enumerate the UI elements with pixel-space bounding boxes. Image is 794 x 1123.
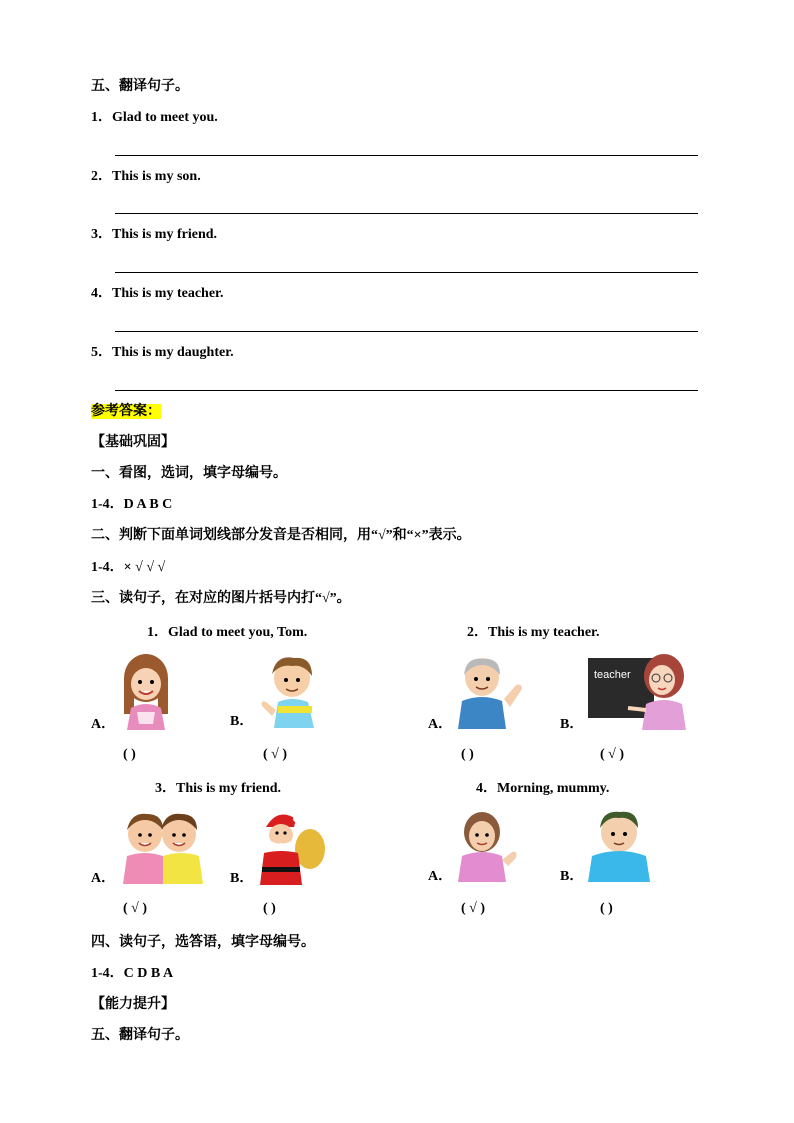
item3-caption: 3．This is my friend. [155,781,282,796]
two-boys-picture [119,808,207,884]
item3-b-label: B． [230,871,254,886]
item4-a-answer: ( √ ) [461,901,486,916]
girl-picture [117,652,175,730]
answer-line-3[interactable] [115,272,698,273]
item1-b-label: B． [230,714,254,729]
item4-a-label: A． [428,869,453,884]
item1-b-answer: ( √ ) [263,747,288,762]
board-text: teacher [594,669,631,681]
item2-b-answer: ( √ ) [600,747,625,762]
advanced-header: 【能力提升】 [91,997,175,1012]
item3-b-answer: ( ) [263,901,276,916]
item3-a-answer: ( √ ) [123,901,148,916]
section2-answer: 1-4．× √ √ √ [91,560,166,575]
section1-title: 一、看图，选词，填字母编号。 [91,466,287,481]
question-1: 1．Glad to meet you. [91,110,218,125]
question-3: 3．This is my friend. [91,227,218,242]
item4-b-answer: ( ) [600,901,613,916]
answer-line-2[interactable] [115,213,698,214]
item3-a-label: A． [91,871,116,886]
item4-b-label: B． [560,869,584,884]
santa-picture [256,805,326,885]
item2-caption: 2．This is my teacher. [467,625,600,640]
answer-line-4[interactable] [115,331,698,332]
section-title: 五、翻译句子。 [91,79,189,94]
answer-line-1[interactable] [115,155,698,156]
answers-title: 参考答案： [91,404,161,419]
section5-answer-title: 五、翻译句子。 [91,1028,189,1043]
question-2: 2．This is my son. [91,169,201,184]
teacher-picture [588,652,690,730]
item4-caption: 4．Morning, mummy. [476,781,610,796]
section4-answer: 1-4．C D B A [91,966,174,981]
boy-blue-picture [586,808,652,882]
item1-a-label: A． [91,717,116,732]
grandpa-picture [452,655,524,729]
section1-answer: 1-4．D A B C [91,497,173,512]
basic-header: 【基础巩固】 [91,435,175,450]
item1-caption: 1．Glad to meet you, Tom. [147,625,308,640]
answer-line-5[interactable] [115,390,698,391]
item2-b-label: B． [560,717,584,732]
section2-title: 二、判断下面单词划线部分发音是否相同，用“√”和“×”表示。 [91,528,471,543]
item1-a-answer: ( ) [123,747,136,762]
question-5: 5．This is my daughter. [91,345,234,360]
item2-a-label: A． [428,717,453,732]
boy-tom-picture [258,652,324,728]
question-4: 4．This is my teacher. [91,286,224,301]
section4-title: 四、读句子，选答语，填字母编号。 [91,935,315,950]
item2-a-answer: ( ) [461,747,474,762]
mummy-picture [454,810,520,882]
section3-title: 三、读句子，在对应的图片括号内打“√”。 [91,591,351,606]
